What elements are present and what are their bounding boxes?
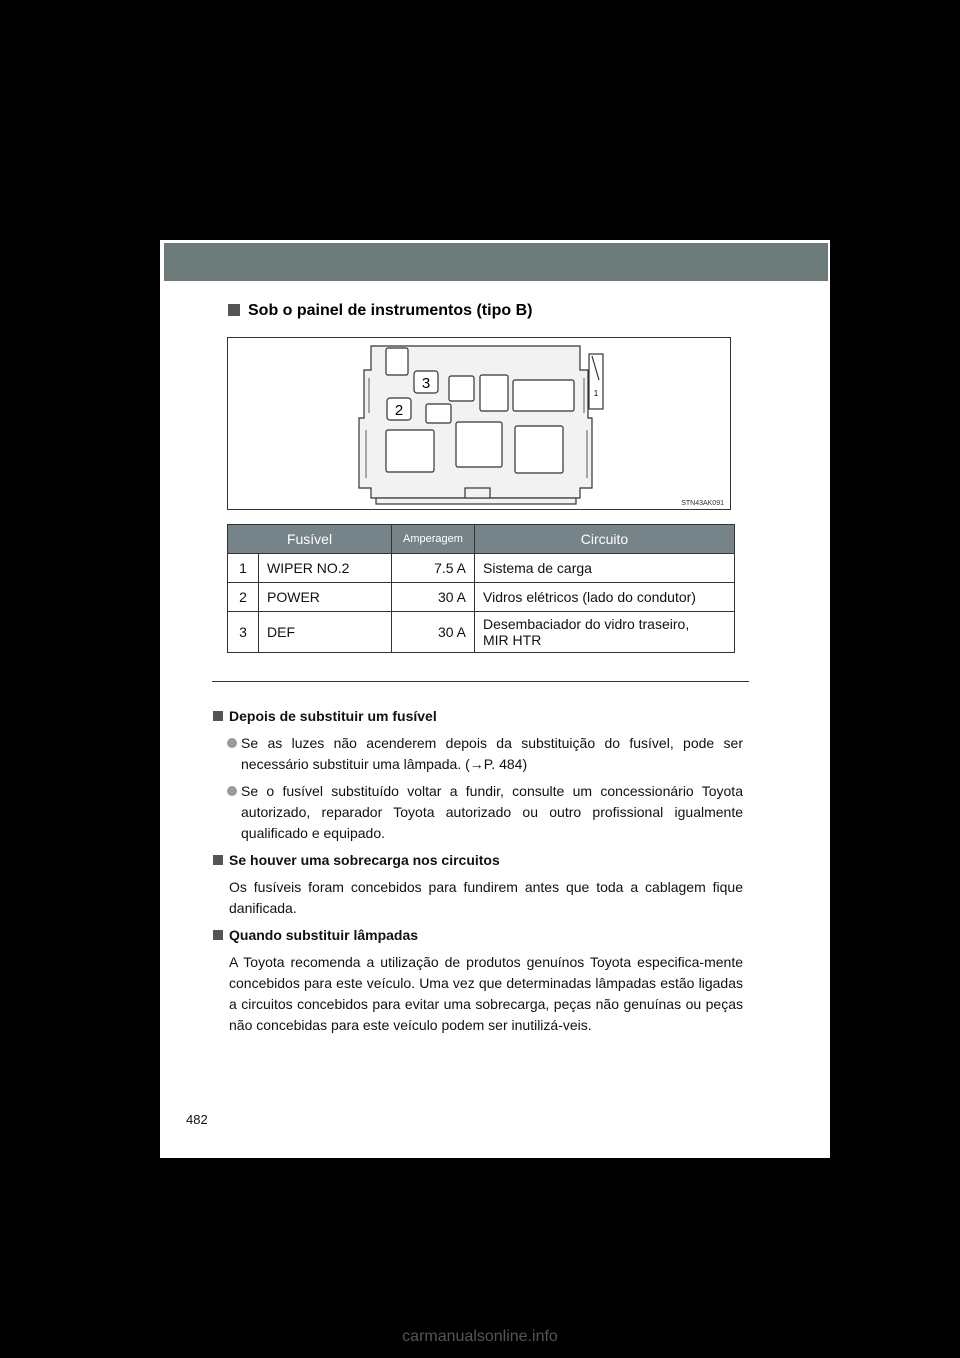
watermark: carmanualsonline.info (402, 1328, 558, 1345)
note-heading (213, 850, 743, 871)
page-number: 482 (186, 1112, 208, 1127)
table-row (228, 583, 735, 612)
fuse-box-diagram (227, 337, 731, 510)
cell-num: 2 (228, 583, 259, 612)
cell-circuit: Sistema de carga (475, 554, 735, 583)
cell-circuit-line1: Desembaciador do vidro traseiro, (483, 616, 690, 632)
square-bullet-icon (213, 930, 223, 940)
header-fuse: Fusível (228, 525, 392, 554)
note-heading-text: Se houver uma sobrecarga nos circuitos (229, 852, 500, 868)
note-heading (213, 706, 743, 727)
header-amp: Amperagem (392, 525, 475, 554)
bullet-dot-icon (227, 738, 237, 748)
cell-name: DEF (259, 612, 392, 653)
note-heading-text: Depois de substituir um fusível (229, 708, 437, 724)
section-title (228, 302, 532, 320)
cell-amp: 7.5 A (392, 554, 475, 583)
bullet-item (213, 733, 743, 775)
square-bullet-icon (213, 711, 223, 721)
section-title-text: Sob o painel de instrumentos (tipo B) (248, 302, 533, 319)
table-header-row (228, 525, 735, 554)
cell-num: 1 (228, 554, 259, 583)
cell-name: WIPER NO.2 (259, 554, 392, 583)
note-paragraph: Os fusíveis foram concebidos para fundirem antes que toda a cablagem fique danificada. (229, 879, 743, 916)
header-circuit: Circuito (475, 525, 735, 554)
table-row (228, 612, 735, 653)
cell-name: POWER (259, 583, 392, 612)
cell-amp: 30 A (392, 583, 475, 612)
header-bar (164, 243, 828, 281)
bullet-item (213, 781, 743, 844)
note-paragraph: A Toyota recomenda a utilização de produtos genuínos Toyota especifica-mente concebidos para este veículo. Uma vez que determinadas lâmpadas estão ligadas a circuitos concebidos para evitar uma sobrecarga, peças não genuínas ou peças não concebidas para este veículo podem ser inutilizá-veis. (229, 954, 743, 1033)
bullet-dot-icon (227, 786, 237, 796)
fuse-table (227, 524, 735, 653)
note-heading-text: Quando substituir lâmpadas (229, 927, 419, 943)
callout-3-label: 3 (421, 375, 431, 392)
figure-code: STN43AK091 (681, 500, 724, 507)
callout-1-label: 1 (593, 389, 599, 398)
cell-num: 3 (228, 612, 259, 653)
bullet-text: Se as luzes não acenderem depois da substituição do fusível, pode ser necessário substituir uma lâmpada. (→P. 484) (241, 735, 743, 772)
divider (212, 681, 749, 682)
cell-amp: 30 A (392, 612, 475, 653)
fuse-box-drawing (228, 338, 732, 511)
square-bullet-icon (213, 855, 223, 865)
cell-circuit: Vidros elétricos (lado do condutor) (475, 583, 735, 612)
square-bullet-icon (228, 304, 240, 316)
callout-2-label: 2 (394, 402, 404, 419)
cell-circuit (475, 612, 735, 653)
notes-section (213, 700, 743, 1036)
cell-circuit-line2: MIR HTR (483, 632, 542, 648)
note-heading (213, 925, 743, 946)
table-row (228, 554, 735, 583)
bullet-text: Se o fusível substituído voltar a fundir, consulte um concessionário Toyota autorizado, reparador Toyota autorizado ou outro profissional igualmente qualificado e equipado. (241, 783, 743, 841)
